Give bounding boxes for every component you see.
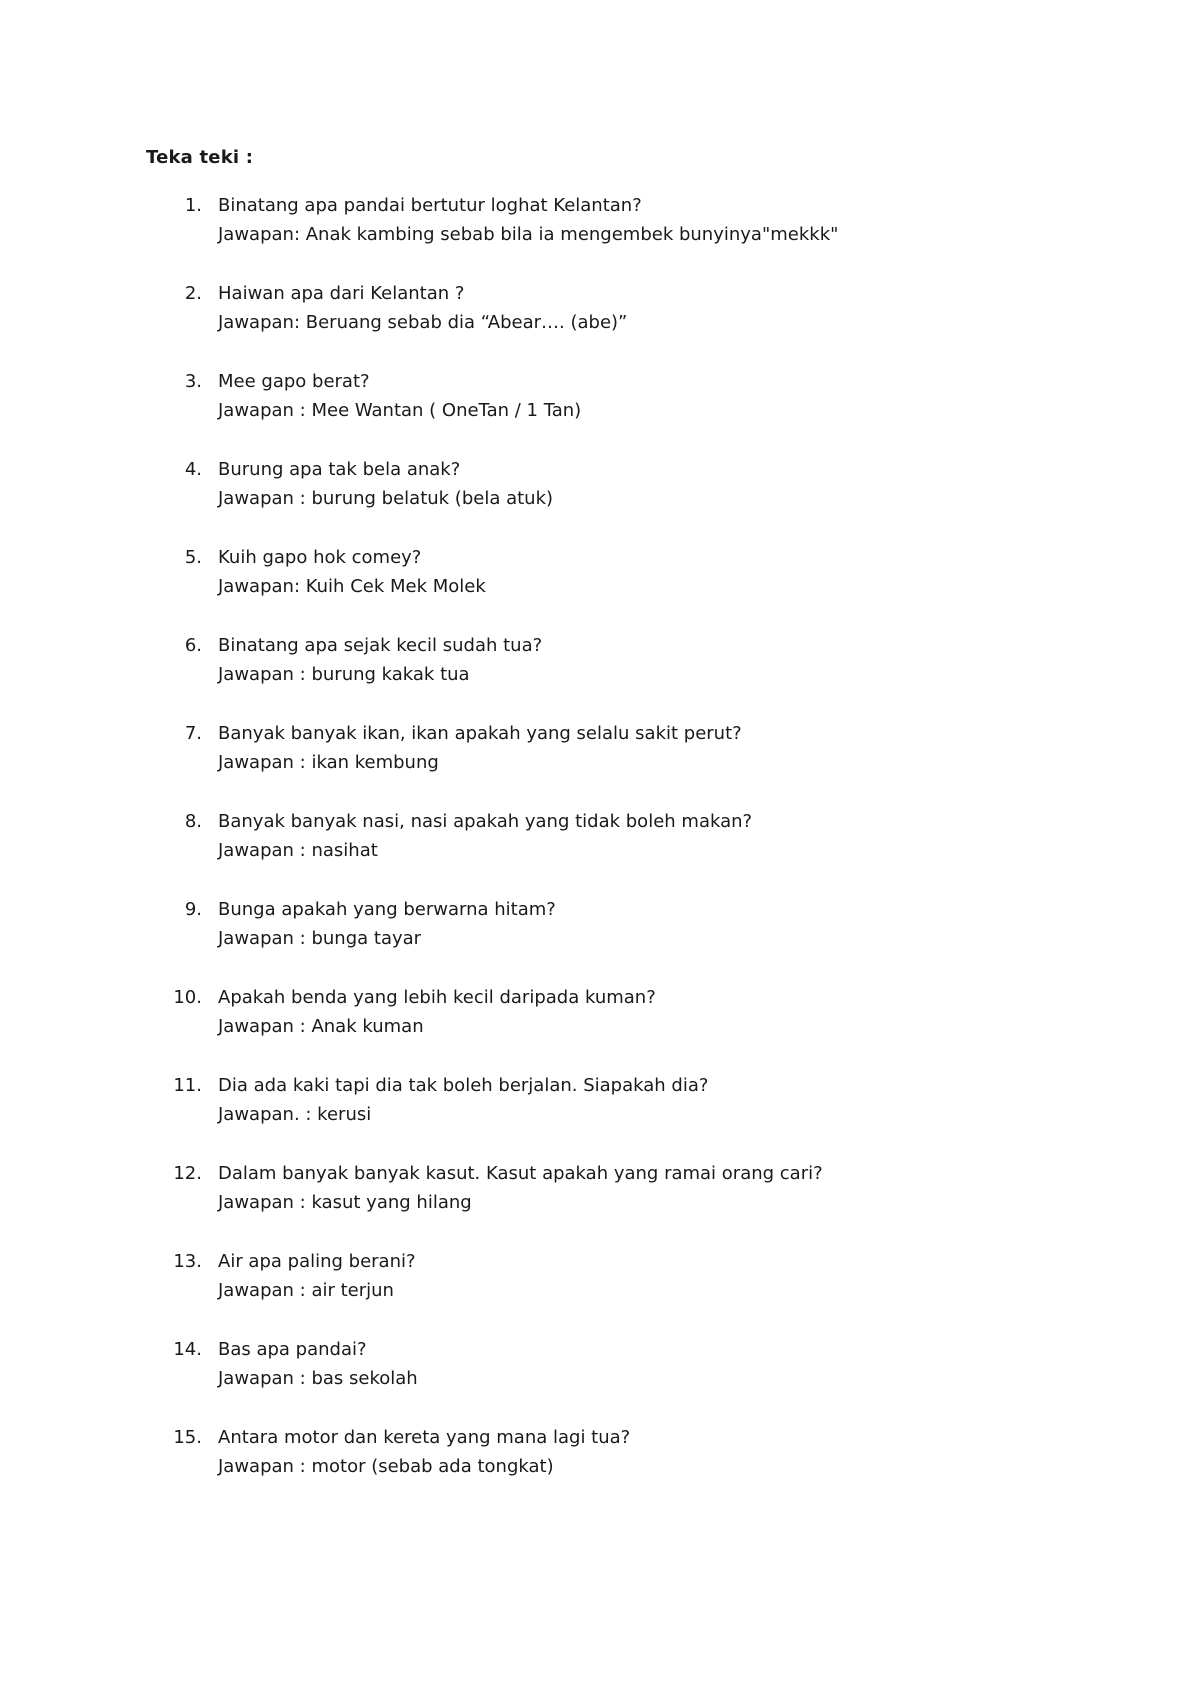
riddle-answer: Jawapan : burung belatuk (bela atuk) (218, 488, 554, 509)
list-item (0, 191, 1200, 279)
riddle-answer: Jawapan : bunga tayar (218, 928, 422, 949)
list-item (0, 279, 1200, 367)
riddle-number: 4. (184, 459, 202, 480)
riddle-number: 8. (184, 811, 202, 832)
list-item (0, 1159, 1200, 1247)
riddle-question: Banyak banyak ikan, ikan apakah yang selalu sakit perut? (218, 723, 742, 744)
riddle-question: Binatang apa sejak kecil sudah tua? (218, 635, 543, 656)
riddle-answer: Jawapan : ikan kembung (218, 752, 439, 773)
riddle-answer: Jawapan: Anak kambing sebab bila ia mengembek bunyinya"mekkk" (218, 224, 839, 245)
riddle-question: Bunga apakah yang berwarna hitam? (218, 899, 556, 920)
list-item (0, 1247, 1200, 1335)
list-item (0, 895, 1200, 983)
riddle-question: Air apa paling berani? (218, 1251, 416, 1272)
riddle-answer: Jawapan : motor (sebab ada tongkat) (218, 1456, 554, 1477)
riddle-question: Mee gapo berat? (218, 371, 370, 392)
riddle-question: Binatang apa pandai bertutur loghat Kelantan? (218, 195, 642, 216)
riddle-answer: Jawapan : Mee Wantan ( OneTan / 1 Tan) (218, 400, 582, 421)
riddle-number: 6. (184, 635, 202, 656)
riddle-question: Dalam banyak banyak kasut. Kasut apakah yang ramai orang cari? (218, 1163, 823, 1184)
riddle-answer: Jawapan : kasut yang hilang (218, 1192, 472, 1213)
document-title: Teka teki : (146, 147, 254, 168)
riddle-number: 9. (184, 899, 202, 920)
list-item (0, 807, 1200, 895)
riddle-question: Banyak banyak nasi, nasi apakah yang tidak boleh makan? (218, 811, 753, 832)
riddle-answer: Jawapan. : kerusi (218, 1104, 372, 1125)
riddle-number: 15. (173, 1427, 202, 1448)
riddle-question: Dia ada kaki tapi dia tak boleh berjalan. Siapakah dia? (218, 1075, 709, 1096)
riddle-question: Burung apa tak bela anak? (218, 459, 461, 480)
riddle-question: Haiwan apa dari Kelantan ? (218, 283, 465, 304)
riddle-number: 1. (184, 195, 202, 216)
riddle-question: Antara motor dan kereta yang mana lagi tua? (218, 1427, 631, 1448)
riddle-number: 12. (173, 1163, 202, 1184)
riddle-question: Bas apa pandai? (218, 1339, 367, 1360)
riddle-list (0, 191, 1200, 1511)
riddle-number: 14. (173, 1339, 202, 1360)
riddle-number: 13. (173, 1251, 202, 1272)
riddle-answer: Jawapan: Beruang sebab dia “Abear…. (abe)” (218, 312, 628, 333)
riddle-number: 5. (184, 547, 202, 568)
list-item (0, 631, 1200, 719)
list-item (0, 1071, 1200, 1159)
list-item (0, 1423, 1200, 1511)
riddle-number: 3. (184, 371, 202, 392)
riddle-answer: Jawapan : bas sekolah (218, 1368, 418, 1389)
list-item (0, 1335, 1200, 1423)
riddle-number: 7. (184, 723, 202, 744)
riddle-answer: Jawapan : Anak kuman (218, 1016, 424, 1037)
riddle-answer: Jawapan : burung kakak tua (218, 664, 470, 685)
riddle-answer: Jawapan : nasihat (218, 840, 378, 861)
riddle-answer: Jawapan : air terjun (218, 1280, 394, 1301)
riddle-question: Apakah benda yang lebih kecil daripada kuman? (218, 987, 656, 1008)
list-item (0, 983, 1200, 1071)
list-item (0, 543, 1200, 631)
riddle-number: 2. (184, 283, 202, 304)
list-item (0, 719, 1200, 807)
riddle-answer: Jawapan: Kuih Cek Mek Molek (218, 576, 486, 597)
riddle-number: 11. (173, 1075, 202, 1096)
list-item (0, 367, 1200, 455)
riddle-number: 10. (173, 987, 202, 1008)
riddle-question: Kuih gapo hok comey? (218, 547, 422, 568)
list-item (0, 455, 1200, 543)
